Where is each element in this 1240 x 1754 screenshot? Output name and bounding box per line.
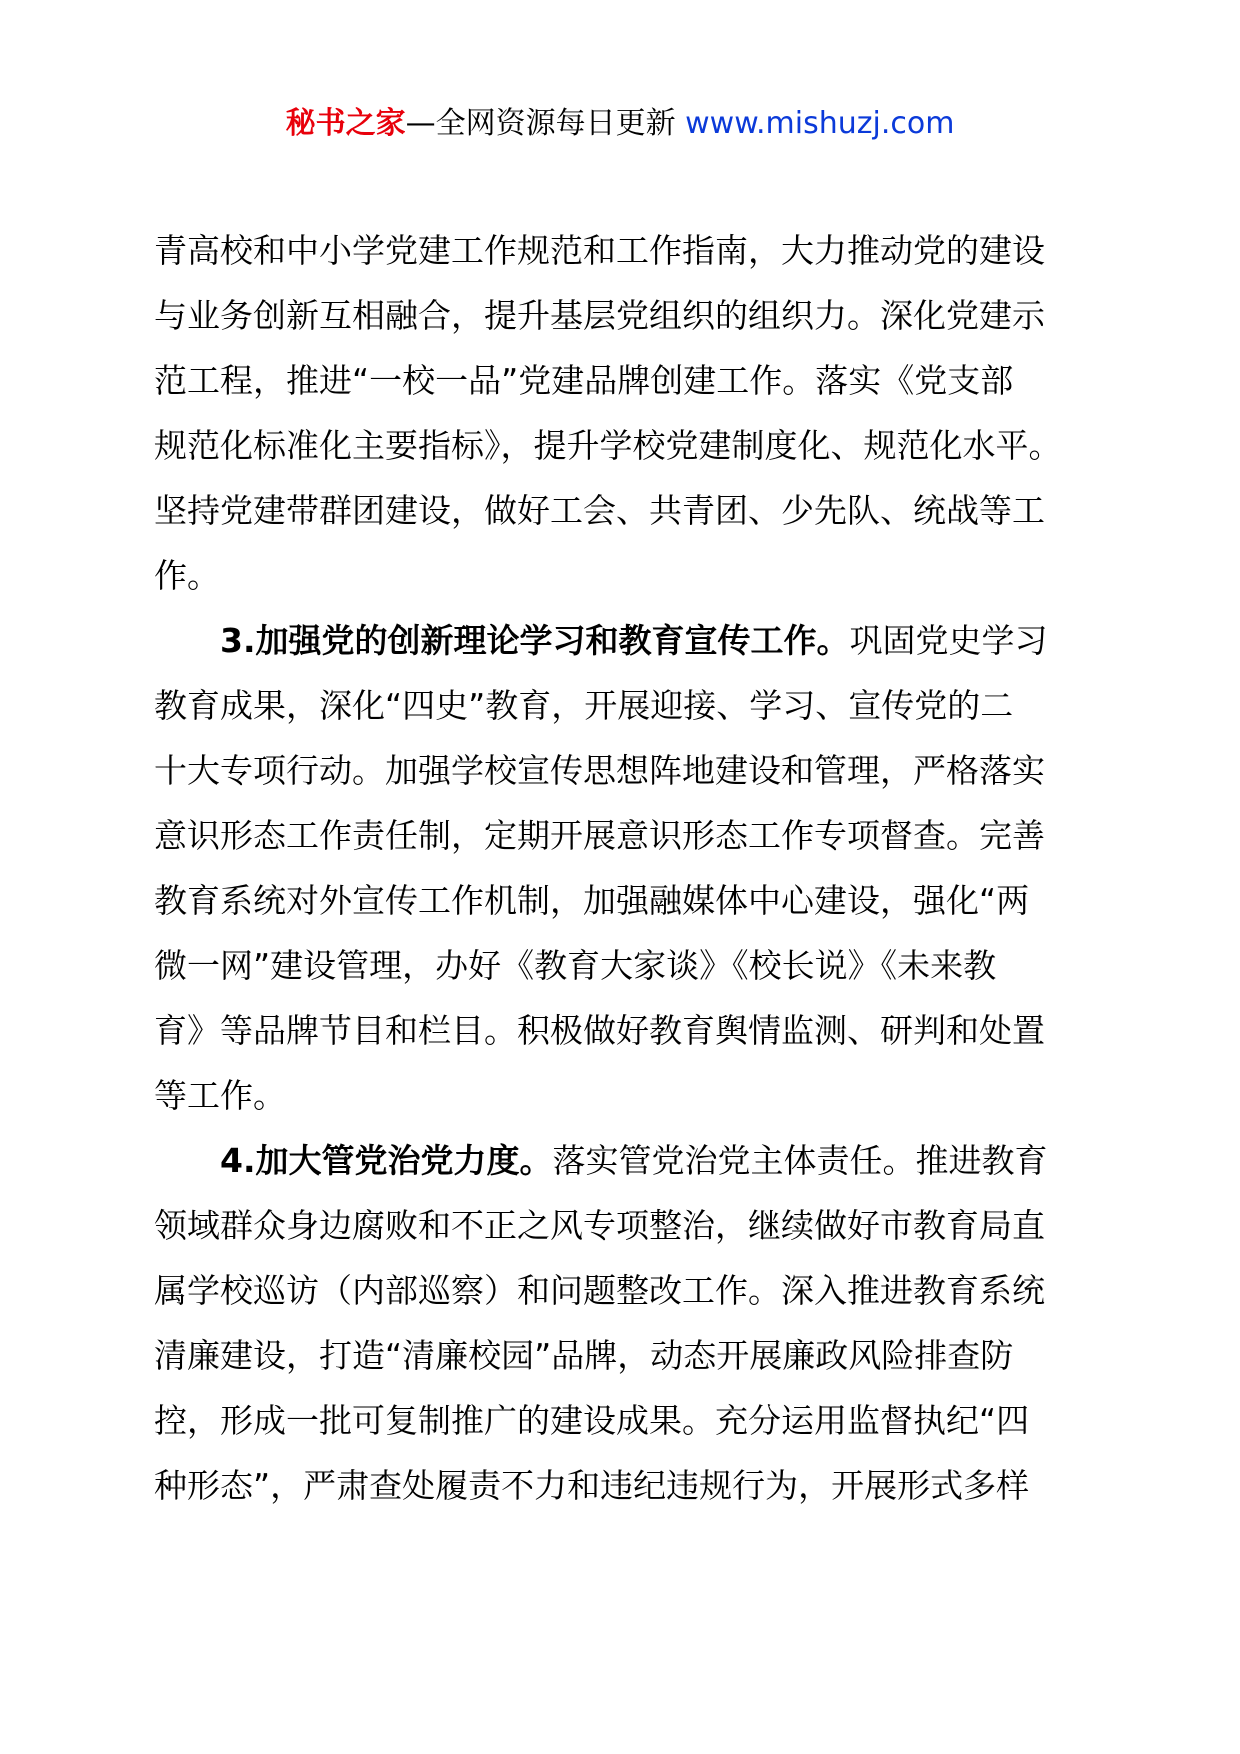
text-line: 等工作。 xyxy=(154,1076,286,1115)
text-line: 种形态”，严肃查处履责不力和违纪违规行为，开展形式多样 xyxy=(154,1466,1030,1505)
text-line: 与业务创新互相融合，提升基层党组织的组织力。深化党建示 xyxy=(154,296,1045,335)
section-heading: 3.加强党的创新理论学习和教育宣传工作。 xyxy=(220,621,850,660)
section-text: 落实管党治党主体责任。推进教育 xyxy=(552,1141,1048,1180)
text-line: 清廉建设，打造“清廉校园”品牌，动态开展廉政风险排查防 xyxy=(154,1336,1014,1375)
text-line: 教育系统对外宣传工作机制，加强融媒体中心建设，强化“两 xyxy=(154,881,1030,920)
text-line: 领域群众身边腐败和不正之风专项整治，继续做好市教育局直 xyxy=(154,1206,1045,1245)
text-line: 十大专项行动。加强学校宣传思想阵地建设和管理，严格落实 xyxy=(154,751,1045,790)
text-line: 青高校和中小学党建工作规范和工作指南，大力推动党的建设 xyxy=(154,231,1045,270)
text-line: 控，形成一批可复制推广的建设成果。充分运用监督执纪“四 xyxy=(154,1401,1030,1440)
section-3-first-line xyxy=(154,608,1096,673)
text-line: 教育成果，深化“四史”教育，开展迎接、学习、宣传党的二 xyxy=(154,686,1014,725)
site-url[interactable]: www.mishuzj.com xyxy=(685,106,955,141)
site-brand: 秘书之家 xyxy=(285,106,406,141)
section-4-first-line xyxy=(154,1128,1096,1193)
section-heading: 4.加大管党治党力度。 xyxy=(220,1141,553,1180)
text-line: 规范化标准化主要指标》，提升学校党建制度化、规范化水平。 xyxy=(154,426,1062,465)
section-text: 巩固党史学习 xyxy=(849,621,1048,660)
text-line: 坚持党建带群团建设，做好工会、共青团、少先队、统战等工 xyxy=(154,491,1045,530)
document-body xyxy=(154,218,1096,1518)
text-line: 属学校巡访（内部巡察）和问题整改工作。深入推进教育系统 xyxy=(154,1271,1045,1310)
text-line: 微一网”建设管理，办好《教育大家谈》《校长说》《未来教 xyxy=(154,946,997,985)
text-line: 范工程，推进“一校一品”党建品牌创建工作。落实《党支部 xyxy=(154,361,1014,400)
text-line: 育》等品牌节目和栏目。积极做好教育舆情监测、研判和处置 xyxy=(154,1011,1045,1050)
text-line: 作。 xyxy=(154,556,220,595)
page-header xyxy=(0,102,1240,146)
text-line: 意识形态工作责任制，定期开展意识形态工作专项督查。完善 xyxy=(154,816,1045,855)
site-tagline: —全网资源每日更新 xyxy=(405,106,676,141)
